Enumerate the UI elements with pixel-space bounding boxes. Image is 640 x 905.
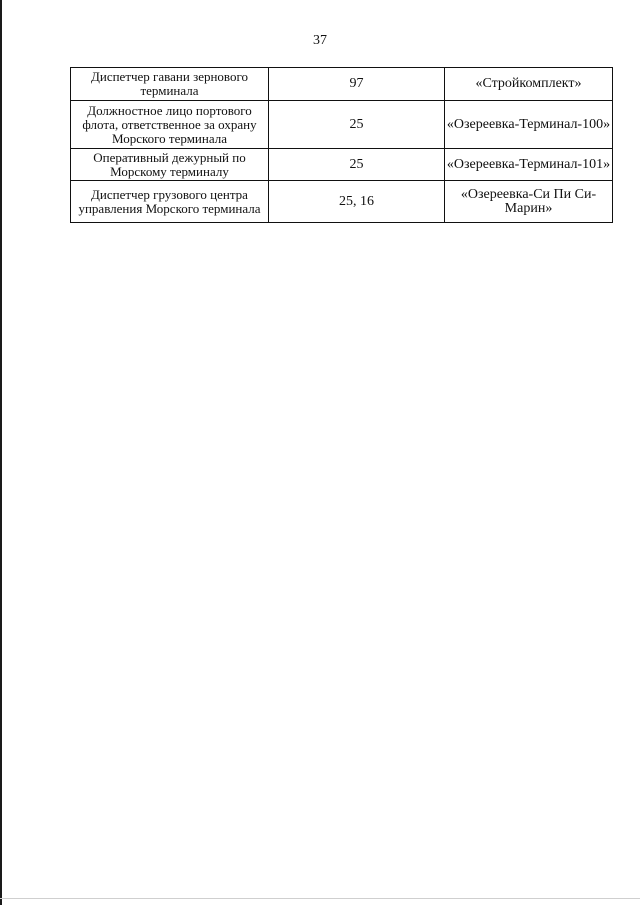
table-row <box>71 149 613 181</box>
code-cell: 25 <box>269 101 445 149</box>
page-number: 37 <box>313 33 327 48</box>
table-row <box>71 68 613 101</box>
code-cell: 25, 16 <box>269 181 445 223</box>
organization-cell: «Озереевка-Терминал-101» <box>445 149 613 181</box>
code-cell: 25 <box>269 149 445 181</box>
scan-edge-left <box>0 0 2 905</box>
code-cell: 97 <box>269 68 445 101</box>
scan-edge-bottom <box>0 898 640 899</box>
organization-cell: «Озереевка-Терминал-100» <box>445 101 613 149</box>
position-cell: Диспетчер гавани зернового терминала <box>71 68 269 101</box>
position-cell: Диспетчер грузового центра управления Морского терминала <box>71 181 269 223</box>
table-row <box>71 181 613 223</box>
assignment-table <box>70 67 613 223</box>
table-row <box>71 101 613 149</box>
position-cell: Оперативный дежурный по Морскому терминалу <box>71 149 269 181</box>
position-cell: Должностное лицо портового флота, ответственное за охрану Морского терминала <box>71 101 269 149</box>
organization-cell: «Озереевка-Си Пи Си-Марин» <box>445 181 613 223</box>
organization-cell: «Стройкомплект» <box>445 68 613 101</box>
